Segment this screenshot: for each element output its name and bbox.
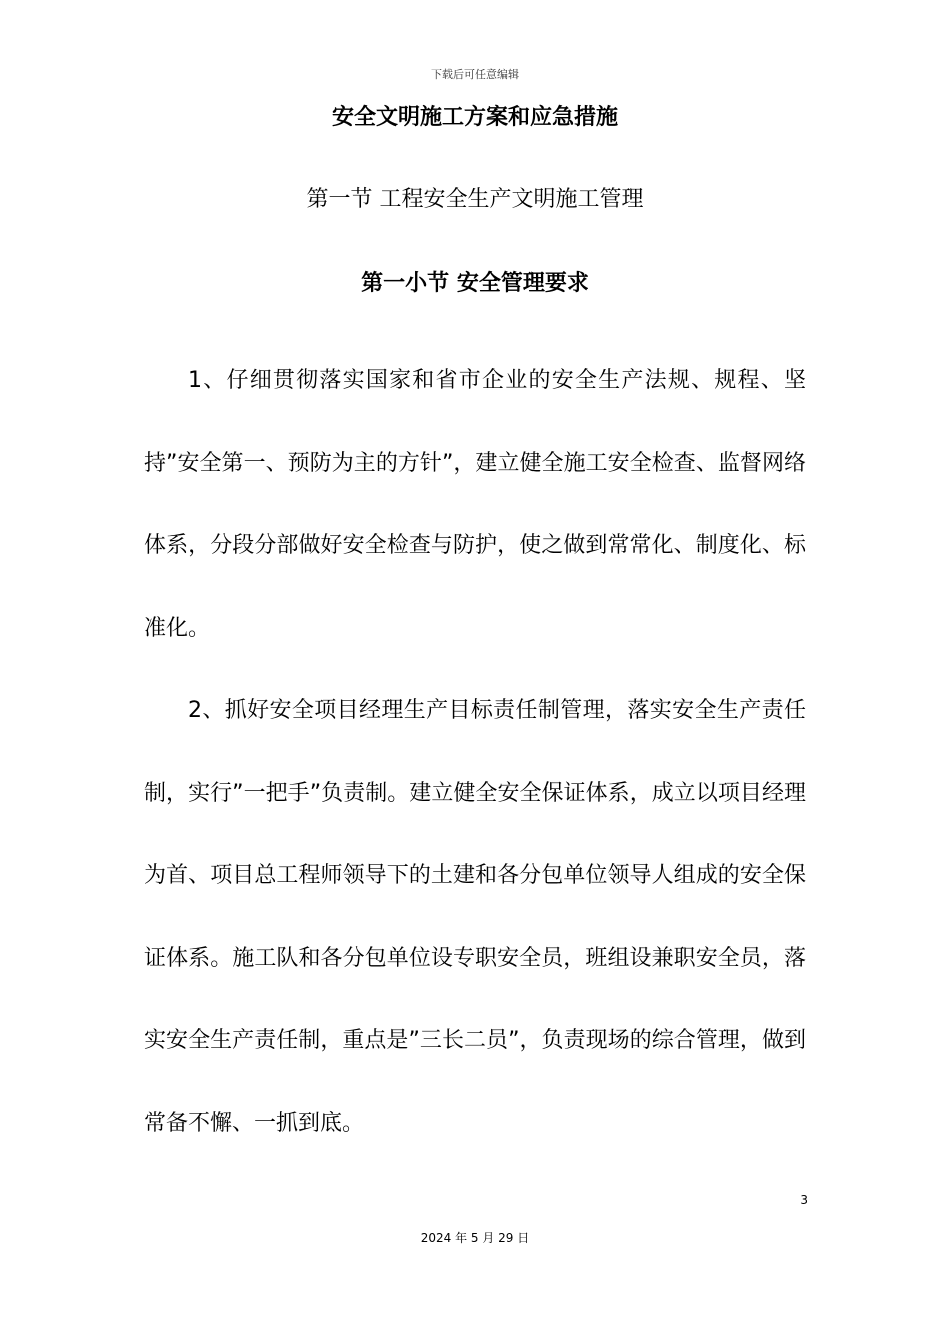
subsection-title: 第一小节 安全管理要求	[361, 271, 589, 296]
document-body	[144, 340, 806, 1165]
footer-date: 2024 年 5 月 29 日	[420, 1231, 530, 1245]
document-title: 安全文明施工方案和应急措施	[331, 105, 618, 130]
header-note: 下载后可任意编辑	[431, 68, 519, 81]
section-title: 第一节 工程安全生产文明施工管理	[306, 187, 644, 212]
page-number: 3	[800, 1193, 808, 1207]
paragraph-1: 1、仔细贯彻落实国家和省市企业的安全生产法规、规程、坚持”安全第一、预防为主的方针”，建立健全施工安全检查、监督网络体系，分段分部做好安全检查与防护，使之做到常常化、制度化、标准化。	[144, 368, 806, 641]
paragraph-2: 2、抓好安全项目经理生产目标责任制管理，落实安全生产责任制，实行”一把手”负责制。建立健全安全保证体系，成立以项目经理为首、项目总工程师领导下的土建和各分包单位领导人组成的安全保证体系。施工队和各分包单位设专职安全员，班组设兼职安全员，落实安全生产责任制，重点是”三长二员”，负责现场的综合管理，做到常备不懈、一抓到底。	[144, 698, 806, 1136]
